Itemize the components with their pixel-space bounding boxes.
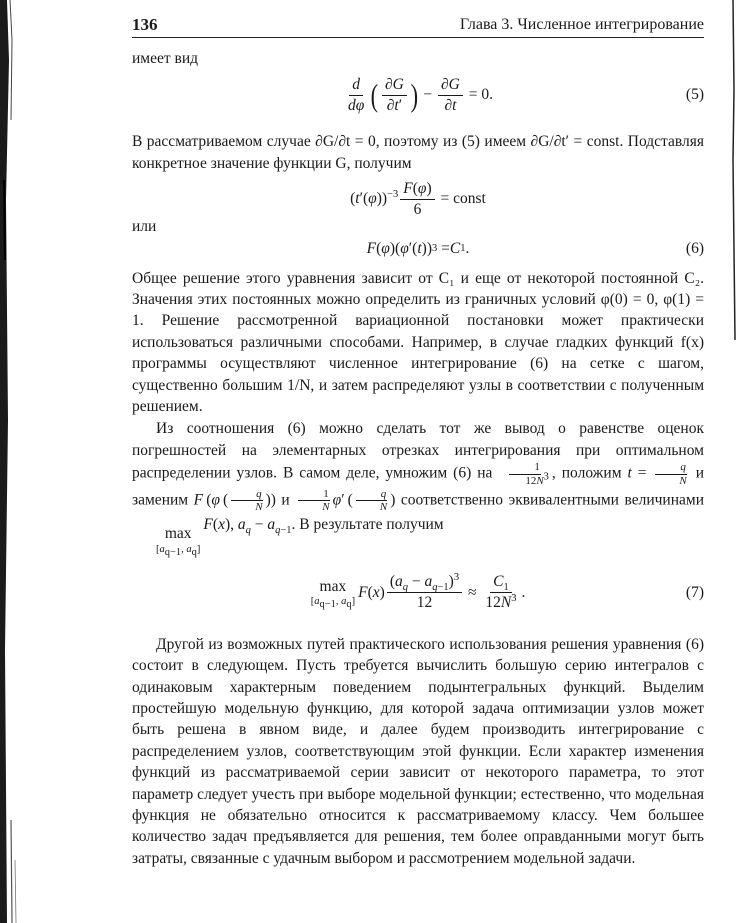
- paragraph-1: В рассматриваемом случае ∂G/∂t = 0, поэтому из (5) имеем ∂G/∂t′ = const. Подставляя конкретное значение функции G, получим: [132, 133, 704, 172]
- equation-7: max [$a_{q-1}$, $a_q$] F(x) $\frac{(a_q - a_{q-1})^3}{12}$ ≈ $\frac{C_1}{12N^3}$ . (7): [310, 572, 704, 612]
- equation-5-number: (5): [685, 86, 704, 104]
- paragraph-3: Из соотношения (6) можно сделать тот же вывод о равенстве оценок погрешностей на элементарных отрезках интегрирования при оптимальном распределении узлов. В самом деле, умножим (6) на $\frac{1}{12N^3}$ , положим t = $\frac{q}{N}$ и заменим F (φ ( $\frac{q}{N}$ )) и $\frac{1}{N}$ φ′ ( $\frac{q}{N}$ ) соответственно эквивалентными величинами max [$a_{q-1}$, $a_q$] F(x), $a_q - a_{q-1}$. В результате получим: [132, 420, 705, 559]
- paragraph-2: Общее решение этого уравнения зависит от C₁ и еще от некоторой постоянной C₂. Значения этих постоянных можно определить из граничных условий φ(0) = 0, φ(1) = 1. Решение рассмотренной вариационной постановки может практически использоваться различными способами. Например, в случае гладких функций f(x) программы осуществляют численное интегрирование (6) на сетке с шагом, существенно большим 1/N, и затем распределяют узлы в соответствии с полученным решением.: [132, 269, 704, 416]
- intro-text: имеет вид: [132, 50, 199, 67]
- word-ili: или: [132, 218, 157, 236]
- equation-const: $(t'(\varphi))^{-3}$ $\frac{F(\varphi)}{6}$ = const: [350, 179, 486, 218]
- running-header: [132, 13, 704, 38]
- paragraph-4: Другой из возможных путей практического использования решения уравнения (6) состоит в следующем. Пусть требуется вычислить большую серию интегралов с одинаковым характерным поведением подынтегральных функций. Выделим простейшую модельную функцию, для которой задача оптимизации узлов может быть решена в явном виде, и далее будем производить интегрирование с распределением узлов, соответствующим этой функции. Если характер изменения функций из рассматриваемой серии зависит от некоторого параметра, то этот параметр следует учесть при выборе модельной функции; естественно, что модельная функция не обязательно относится к рассматриваемому классу. Чем большее количество задач предъявляется для решения, тем более оправданными могут быть затраты, связанные с удачным выбором и рассмотрением модельной задачи.: [132, 635, 704, 867]
- equation-6: F ( φ )( φ ′( t )) 3 = C 1 . (6): [366, 239, 704, 257]
- equation-7-number: (7): [685, 583, 704, 601]
- scan-left-edge: [0, 0, 20, 923]
- scan-right-edge: [730, 0, 738, 923]
- page-number: 136: [132, 15, 158, 34]
- equation-5: $\frac{d}{d\varphi}$ ( $\frac{\partial G}{\partial t'}$ ) − $\frac{\partial G}{\partial t}$ = 0. (5): [347, 76, 704, 114]
- page-body: [132, 48, 704, 869]
- equation-6-number: (6): [685, 239, 704, 257]
- chapter-title: Глава 3. Численное интегрирование: [459, 16, 704, 33]
